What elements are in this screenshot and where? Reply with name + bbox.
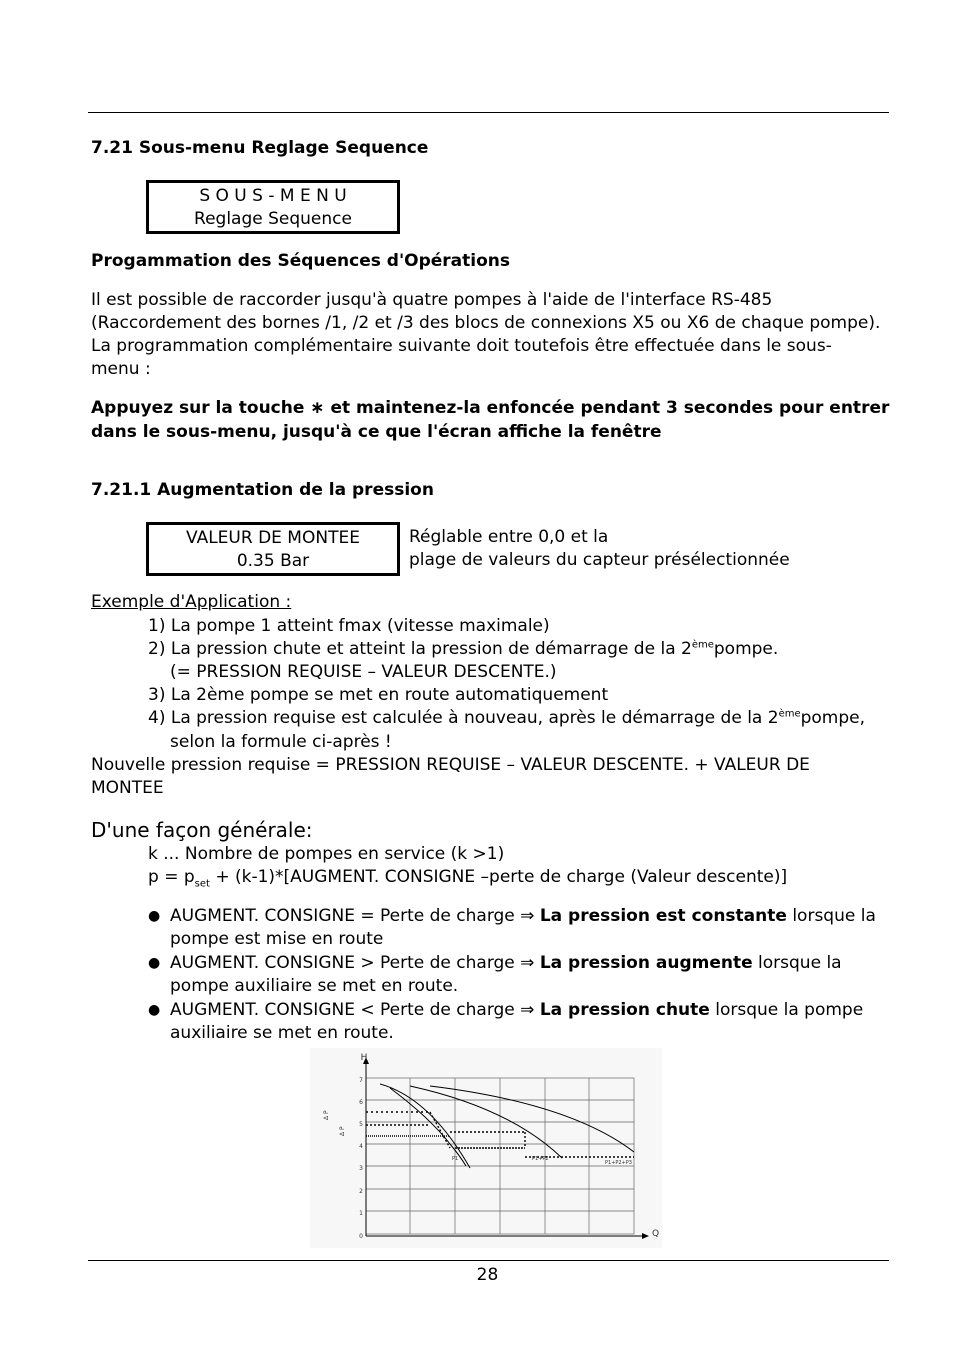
bullet-icon: ●	[148, 1002, 161, 1018]
top-rule	[88, 112, 889, 113]
example-step-2-formula: (= PRESSION REQUISE – VALEUR DESCENTE.)	[170, 662, 557, 682]
range-note: Réglable entre 0,0 et la	[409, 527, 609, 547]
curve-label: P1+P2+P3	[605, 1160, 632, 1166]
paragraph-line: Il est possible de raccorder jusqu'à quatre pompes à l'aide de l'interface RS-485	[91, 290, 773, 310]
delta-p-label: Δ P	[339, 1126, 346, 1136]
y-tick-label: 0	[359, 1233, 363, 1240]
y-tick-label: 3	[359, 1165, 363, 1172]
y-tick-label: 2	[359, 1188, 363, 1195]
general-formula: $p = p_{set}$ + (k-1)*[AUGMENT. CONSIGNE –perte de charge (Valeur descente)]	[148, 867, 788, 890]
bullet-item: AUGMENT. CONSIGNE < Perte de charge ⇒ La pression chute lorsque la pompe	[170, 1000, 864, 1020]
bottom-rule	[88, 1260, 889, 1261]
y-tick-label: 4	[359, 1143, 363, 1150]
bullet-item-cont: pompe est mise en route	[170, 929, 384, 949]
y-tick-label: 1	[359, 1210, 363, 1217]
bullet-icon: ●	[148, 955, 161, 971]
general-k-definition: k ... Nombre de pompes en service (k >1)	[148, 844, 505, 864]
instruction-line: dans le sous-menu, jusqu'à ce que l'écran affiche la fenêtre	[91, 422, 662, 442]
general-title: D'une façon générale:	[91, 818, 313, 842]
x-axis-label: Q	[652, 1229, 660, 1239]
page-number: 28	[476, 1265, 499, 1285]
example-step-2: 2) La pression chute et atteint la pression de démarrage de la 2èmepompe.	[148, 639, 779, 659]
bullet-item: AUGMENT. CONSIGNE > Perte de charge ⇒ La pression augmente lorsque la	[170, 953, 842, 973]
bullet-item-cont: auxiliaire se met en route.	[170, 1023, 394, 1043]
programming-title: Progammation des Séquences d'Opérations	[91, 251, 511, 271]
example-step-3: 3) La 2ème pompe se met en route automatiquement	[148, 685, 609, 705]
y-tick-label: 7	[359, 1077, 363, 1084]
example-step-1: 1) La pompe 1 atteint fmax (vitesse maximale)	[148, 616, 550, 636]
bullet-item: AUGMENT. CONSIGNE = Perte de charge ⇒ La pression est constante lorsque la	[170, 906, 876, 926]
submenu-display-box	[146, 180, 400, 234]
section-heading-7-21: 7.21 Sous-menu Reglage Sequence	[91, 138, 429, 158]
display-line-1: VALEUR DE MONTEE	[186, 528, 360, 548]
bullet-item-cont: pompe auxiliaire se met en route.	[170, 976, 459, 996]
pump-curve-figure	[310, 1048, 662, 1248]
instruction-line: Appuyez sur la touche ∗ et maintenez-la enfoncée pendant 3 secondes pour entrer	[91, 398, 890, 418]
display-line-2: 0.35 Bar	[236, 551, 310, 571]
curve-label: P1+P2	[532, 1156, 549, 1162]
paragraph-line: menu :	[91, 359, 151, 379]
bullet-icon: ●	[148, 908, 161, 924]
new-pressure-formula-cont: MONTEE	[91, 778, 164, 798]
example-title: Exemple d'Application :	[91, 592, 292, 612]
y-tick-label: 6	[359, 1099, 363, 1106]
delta-p-label: Δ P	[323, 1110, 330, 1120]
y-axis-label: H	[360, 1053, 368, 1063]
section-heading-7-21-1: 7.21.1 Augmentation de la pression	[91, 480, 434, 500]
example-step-4: 4) La pression requise est calculée à nouveau, après le démarrage de la 2èmepompe,	[148, 708, 866, 728]
y-tick-label: 5	[359, 1121, 363, 1128]
rise-value-display-box	[146, 522, 400, 576]
display-line-2: Reglage Sequence	[194, 209, 352, 229]
paragraph-line: (Raccordement des bornes /1, /2 et /3 des blocs de connexions X5 ou X6 de chaque pompe).	[91, 313, 881, 333]
paragraph-line: La programmation complémentaire suivante doit toutefois être effectuée dans le sous-	[91, 336, 832, 356]
display-line-1: S O U S - M E N U	[199, 186, 347, 206]
example-step-4-cont: selon la formule ci-après !	[170, 732, 392, 752]
new-pressure-formula: Nouvelle pression requise = PRESSION REQUISE – VALEUR DESCENTE. + VALEUR DE	[91, 755, 810, 775]
curve-label: P1	[452, 1156, 459, 1162]
range-note: plage de valeurs du capteur présélectionnée	[409, 550, 790, 570]
